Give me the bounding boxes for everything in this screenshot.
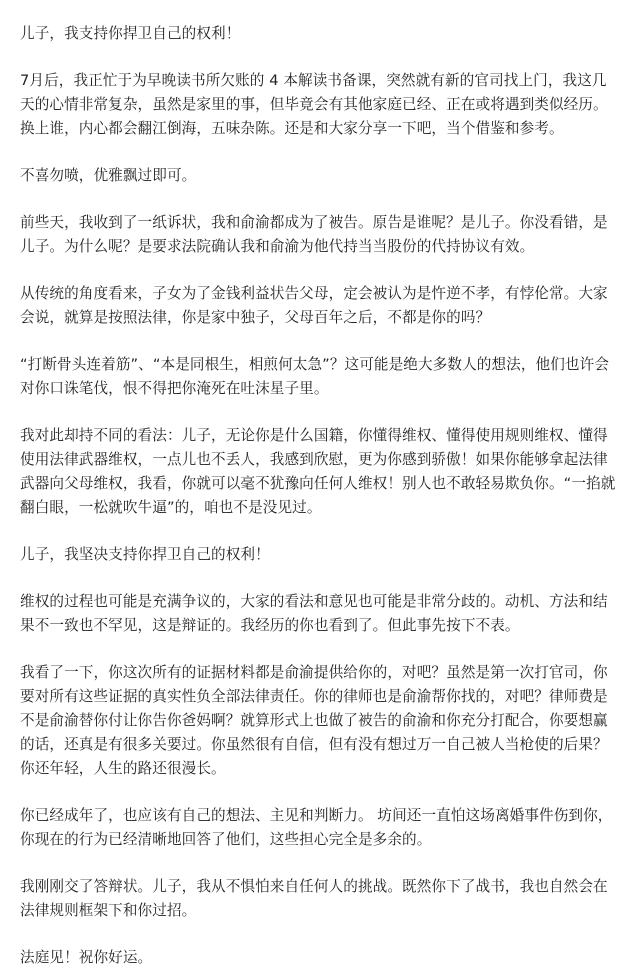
- paragraph-lawsuit: 前些天，我收到了一纸诉状，我和俞渝都成为了被告。原告是谁呢？是儿子。你没看错，是儿子。为什么呢？是要求法院确认我和俞渝为他代持当当股份的代持协议有效。: [20, 214, 608, 255]
- paragraph-disclaimer: 不喜勿喷，优雅飘过即可。: [20, 167, 197, 184]
- paragraph-controversy: 维权的过程也可能是充满争议的，大家的看法和意见也可能是非常分歧的。动机、方法和结果不一致也不罕见，这是辩证的。我经历的你也看到了。但此事先按下不表。: [20, 593, 608, 634]
- paragraph-opening: 儿子，我支持你捍卫自己的权利！: [20, 25, 241, 42]
- paragraph-support: 儿子，我坚决支持你捍卫自己的权利！: [20, 546, 270, 563]
- paragraph-tradition: 从传统的角度看来，子女为了金钱利益状告父母，定会被认为是忤逆不孝，有悖伦常。大家会说，就算是按照法律，你是家中独子，父母百年之后，不都是你的吗？: [20, 285, 608, 326]
- paragraph-different-view: 我对此却持不同的看法：儿子，无论你是什么国籍，你懂得维权、懂得使用规则维权、懂得使用法律武器维权，一点儿也不丢人，我感到欣慰，更为你感到骄傲！如果你能够拿起法律武器向父母维权，我看，你就可以毫不犹豫向任何人维权！别人也不敢轻易欺负你。“一掐就翻白眼，一松就吹牛逼”的，咱也不是没见过。: [20, 427, 616, 516]
- paragraph-closing: 法庭见！祝你好运。: [20, 949, 153, 966]
- paragraph-evidence: 我看了一下，你这次所有的证据材料都是俞渝提供给你的，对吧？虽然是第一次打官司，你要对所有这些证据的真实性负全部法律责任。你的律师也是俞渝帮你找的，对吧？律师费是不是俞渝替你付让你告你爸妈啊？就算形式上也做了被告的俞渝和你充分打配合，你要想赢的话，还真是有很多关要过。你虽然很有自信，但有没有想过万一自己被人当枪使的后果？你还年轻，人生的路还很漫长。: [20, 664, 608, 777]
- paragraph-background: 7月后，我正忙于为早晚读书所欠账的 4 本解读书备课，突然就有新的官司找上门，我这几天的心情非常复杂，虽然是家里的事，但毕竟会有其他家庭已经、正在或将遇到类似经历。换上谁，内心都会翻江倒海，五味杂陈。还是和大家分享一下吧，当个借鉴和参考。: [20, 72, 608, 137]
- paragraph-adulthood: 你已经成年了，也应该有自己的想法、主见和判断力。 坊间还一直怕这场离婚事件伤到你，你现在的行为已经清晰地回答了他们，这些担心完全是多余的。: [20, 807, 613, 848]
- paragraph-public-opinion: “打断骨头连着筋”、“本是同根生，相煎何太急”？这可能是绝大多数人的想法，他们也许会对你口诛笔伐，恨不得把你淹死在吐沫星子里。: [20, 356, 610, 397]
- paragraph-defense: 我刚刚交了答辩状。儿子，我从不惧怕来自任何人的挑战。既然你下了战书，我也自然会在法律规则框架下和你过招。: [20, 878, 608, 919]
